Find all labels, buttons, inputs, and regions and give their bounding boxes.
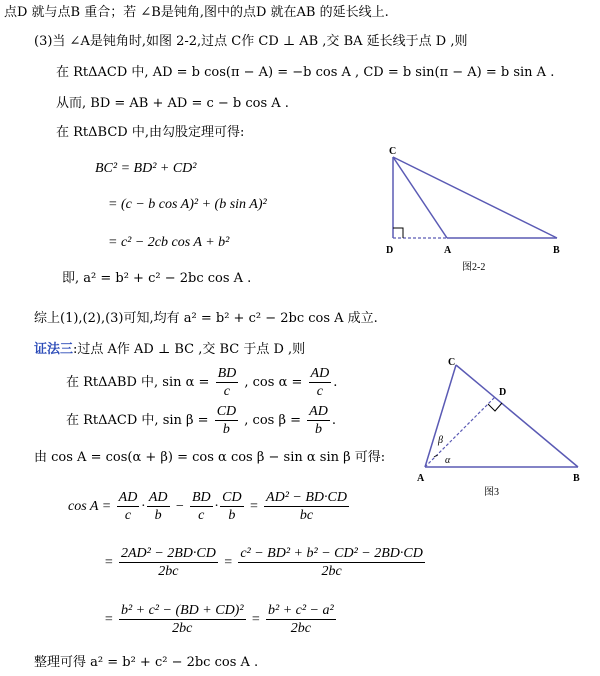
text-line-8: 即, a² = b² + c² − 2bc cos A . xyxy=(62,271,252,286)
fraction-bd-c: $\frac{BD}{c}$ xyxy=(191,490,211,524)
text-line-12 xyxy=(66,402,336,440)
text-line-2: 在 RtΔACD 中, AD = b cos(π − A) = −b cos A , CD = b sin(π − A) = b sin A . xyxy=(56,65,555,80)
proof-three-text: :过点 A作 AD ⊥ BC ,交 BC 于点 D ,则 xyxy=(73,342,306,357)
fig3-caption: 图3 xyxy=(484,487,499,498)
text-line-4: 在 RtΔBCD 中,由勾股定理可得: xyxy=(56,125,245,140)
equation-step-1: = (c − b cos A)² + (b sin A)² xyxy=(108,197,267,212)
fig3-label-a: A xyxy=(417,473,425,484)
fraction-2ad2-2bc: $\frac{\text{2AD² − 2BD·CD}}{2bc}$ xyxy=(120,546,216,580)
fraction-ad-over-c: $\frac{AD}{c}$ xyxy=(310,366,330,399)
fraction-cd-b: $\frac{CD}{b}$ xyxy=(222,490,242,524)
fig3-side-cb xyxy=(456,365,578,467)
fraction-cd-over-b: $\frac{CD}{b}$ xyxy=(216,404,237,437)
fraction-ad-over-b: $\frac{AD}{b}$ xyxy=(309,404,328,437)
fig22-label-a: A xyxy=(444,245,452,256)
fig22-side-ca xyxy=(393,157,447,238)
text-line-0: 点D 就与点B 重合；若 ∠B是钝角,图中的点D 就在AB 的延长线上. xyxy=(4,5,389,20)
equation-cosA-2: = $\frac{\text{2AD² − 2BD·CD}}{2bc}$ = $\frac{\text{c² − BD² + b² − CD² − 2BD·CD}}{2bc}$ xyxy=(104,546,423,580)
fraction-bdcd-squared-2bc: $\frac{\text{b² + c² − (BD + CD)²}}{2bc}$ xyxy=(120,603,244,637)
fig3-label-c: C xyxy=(448,357,456,368)
proof-three-label: 证法三 xyxy=(34,342,74,357)
fig3-label-beta: β xyxy=(438,435,443,446)
fraction-bd-over-c: $\frac{BD}{c}$ xyxy=(217,366,237,399)
fig3-right-angle xyxy=(488,403,502,411)
equation-cosA-1: cos A = $\frac{AD}{c}$ · $\frac{AD}{b}$ − $\frac{BD}{c}$ · $\frac{CD}{b}$ = $\frac{\text{AD² − BD·CD}}{bc}$ xyxy=(68,490,347,524)
equation-cosA-3: = $\frac{\text{b² + c² − (BD + CD)²}}{2bc}$ = $\frac{\text{b² + c² − a²}}{2bc}$ xyxy=(104,603,334,637)
equation-step-2: = c² − 2cb cos A + b² xyxy=(108,235,230,250)
fig3-label-alpha: α xyxy=(445,455,451,466)
line11-mid: , cos α = xyxy=(244,375,303,390)
line11-end: . xyxy=(333,375,338,390)
fraction-b2c2a2-2bc: $\frac{\text{b² + c² − a²}}{2bc}$ xyxy=(268,603,334,637)
cosA-lhs: cos A = xyxy=(68,499,112,514)
fraction-ad2-bdcd-bc: $\frac{\text{AD² − BD·CD}}{bc}$ xyxy=(266,490,347,524)
fig22-right-angle xyxy=(393,228,403,238)
fig22-label-b: B xyxy=(553,245,560,256)
text-line-9: 综上(1),(2),(3)可知,均有 a² = b² + c² − 2bc cos A 成立. xyxy=(34,311,378,326)
fraction-ad-c: $\frac{AD}{c}$ xyxy=(118,490,138,524)
fraction-ad-b: $\frac{AD}{b}$ xyxy=(148,490,168,524)
line12-prefix: 在 RtΔACD 中, sin β = xyxy=(66,413,209,428)
text-line-18: 整理可得 a² = b² + c² − 2bc cos A . xyxy=(34,655,259,670)
figure-3 xyxy=(408,355,598,505)
text-line-10 xyxy=(34,341,305,359)
figure-2-2 xyxy=(380,140,580,280)
text-line-1: (3)当 ∠A是钝角时,如图 2-2,过点 C作 CD ⊥ AB ,交 BA 延长线于点 D ,则 xyxy=(34,34,468,49)
fig3-label-d: D xyxy=(499,387,507,398)
text-line-13: 由 cos A = cos(α + β) = cos α cos β − sin α sin β 可得: xyxy=(34,450,386,465)
line11-prefix: 在 RtΔABD 中, sin α = xyxy=(66,375,210,390)
fig22-caption: 图2-2 xyxy=(462,262,486,273)
equation-bc2: BC² = BD² + CD² xyxy=(95,161,197,176)
fig22-label-d: D xyxy=(386,245,394,256)
fig3-label-b: B xyxy=(573,473,580,484)
fig22-side-cb xyxy=(393,157,557,238)
text-line-11 xyxy=(66,364,337,402)
line12-end: . xyxy=(331,413,336,428)
fraction-expanded-2bc: $\frac{\text{c² − BD² + b² − CD² − 2BD·CD}}{2bc}$ xyxy=(240,546,423,580)
fig22-label-c: C xyxy=(389,146,397,157)
line12-mid: , cos β = xyxy=(244,413,302,428)
text-line-3: 从而, BD = AB + AD = c − b cos A . xyxy=(56,96,289,111)
